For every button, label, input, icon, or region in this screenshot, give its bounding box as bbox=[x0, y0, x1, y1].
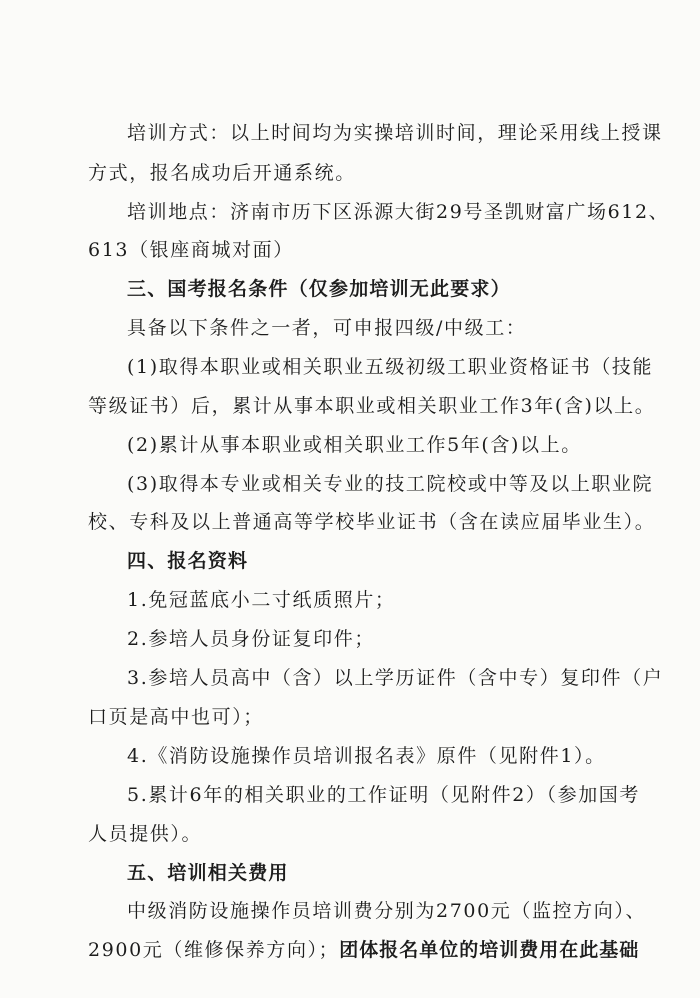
material-item-4: 4.《消防设施操作员培训报名表》原件（见附件1）。 bbox=[127, 745, 606, 767]
section-3-heading: 三、国考报名条件（仅参加培训无此要求） bbox=[127, 278, 511, 300]
section-4-heading: 四、报名资料 bbox=[127, 550, 249, 572]
fee-line-2 bbox=[88, 938, 639, 962]
training-method-line-1: 培训方式：以上时间均为实操培训时间，理论采用线上授课 bbox=[127, 122, 663, 144]
material-item-2: 2.参培人员身份证复印件； bbox=[127, 628, 375, 650]
fee-line-2-normal: 2900元（维修保养方向）； bbox=[88, 939, 340, 961]
condition-1-line-2: 等级证书）后，累计从事本职业或相关职业工作3年(含)以上。 bbox=[88, 395, 656, 417]
training-method-line-2: 方式，报名成功后开通系统。 bbox=[88, 162, 356, 184]
section-5-heading: 五、培训相关费用 bbox=[127, 862, 289, 884]
training-location-line-2: 613（银座商城对面） bbox=[88, 239, 294, 261]
condition-3-line-1: (3)取得本专业或相关专业的技工院校或中等及以上职业院 bbox=[127, 473, 654, 495]
material-item-1: 1.免冠蓝底小二寸纸质照片； bbox=[127, 589, 396, 611]
material-item-3-line-1: 3.参培人员高中（含）以上学历证件（含中专）复印件（户 bbox=[127, 667, 664, 689]
fee-line-2-bold: 团体报名单位的培训费用在此基础 bbox=[339, 939, 640, 961]
fee-line-1: 中级消防设施操作员培训费分别为2700元（监控方向）、 bbox=[127, 900, 647, 922]
material-item-5-line-2: 人员提供）。 bbox=[88, 823, 203, 845]
training-location-line-1: 培训地点：济南市历下区泺源大街29号圣凯财富广场612、 bbox=[127, 201, 670, 223]
condition-3-line-2: 校、专科及以上普通高等学校毕业证书（含在读应届毕业生）。 bbox=[88, 511, 656, 533]
material-item-3-line-2: 口页是高中也可）； bbox=[88, 706, 264, 728]
condition-1-line-1: (1)取得本职业或相关职业五级初级工职业资格证书（技能 bbox=[127, 356, 654, 378]
material-item-5-line-1: 5.累计6年的相关职业的工作证明（见附件2）（参加国考 bbox=[127, 784, 641, 806]
section-3-intro: 具备以下条件之一者，可申报四级/中级工： bbox=[127, 317, 527, 339]
condition-2: (2)累计从事本职业或相关职业工作5年(含)以上。 bbox=[127, 434, 582, 456]
